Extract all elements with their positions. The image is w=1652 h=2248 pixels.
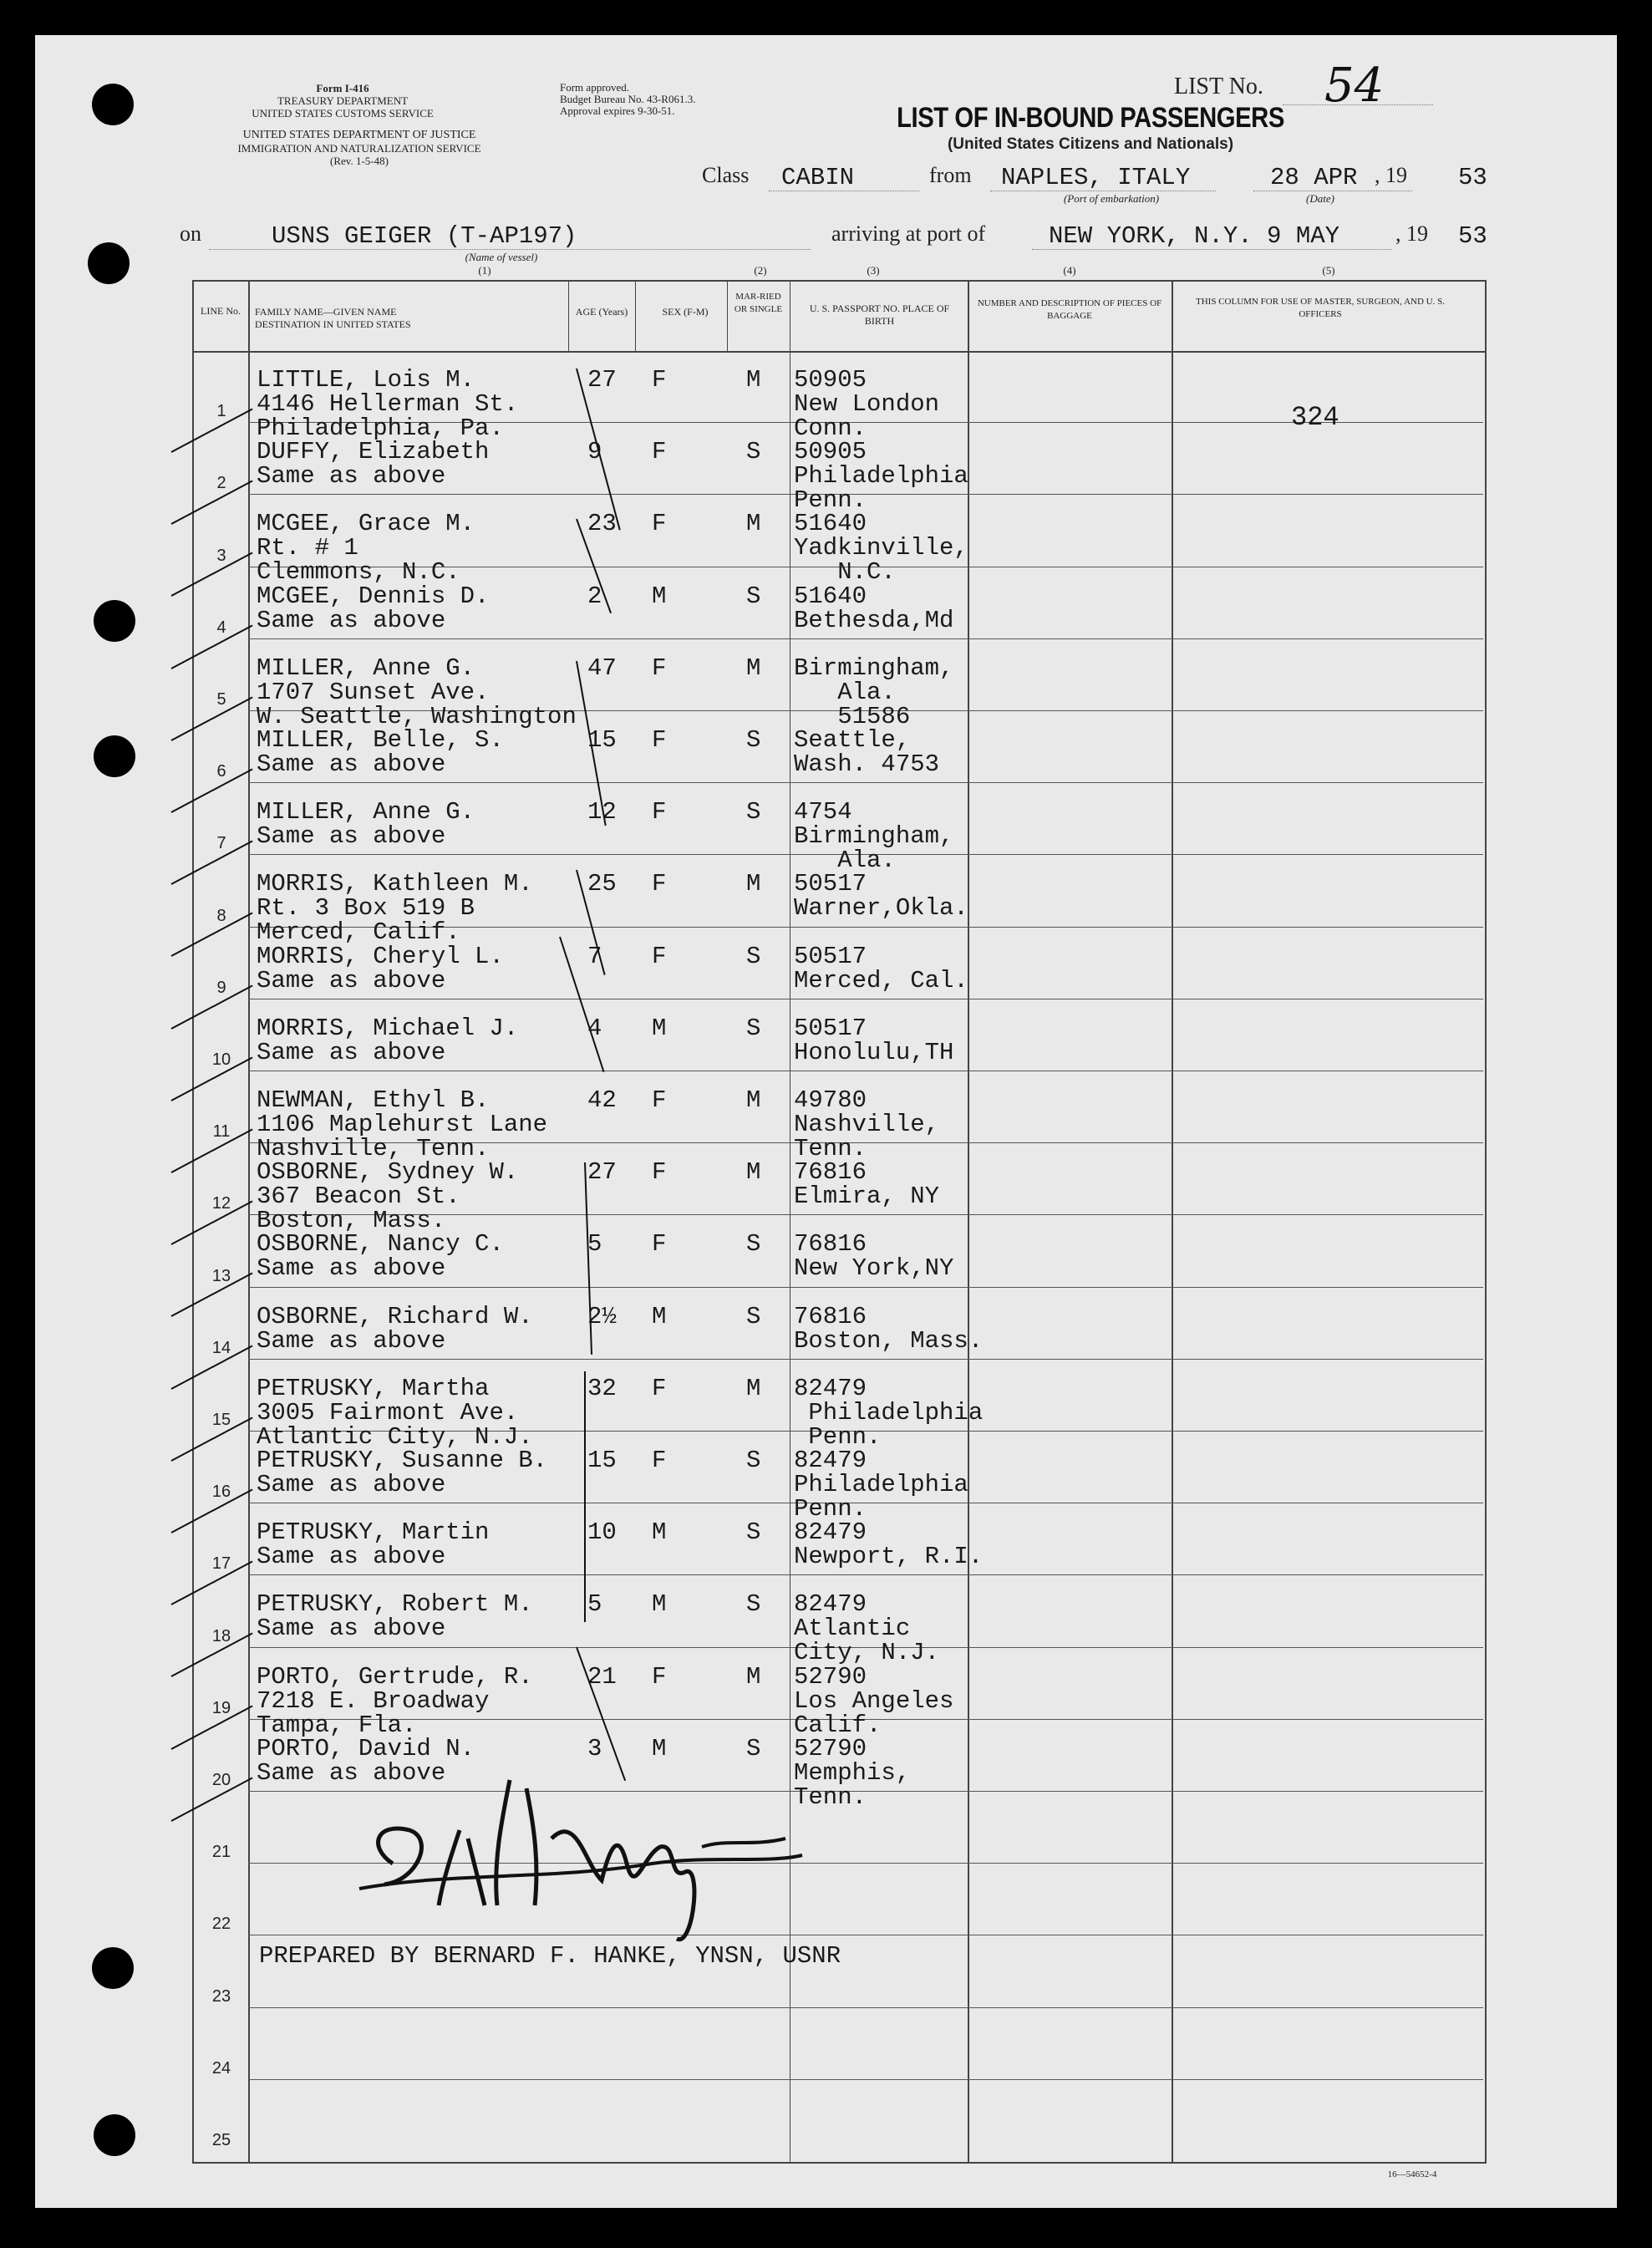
line-number: 7 <box>216 834 226 853</box>
passenger-status: M <box>746 1374 761 1402</box>
passenger-status: M <box>746 1662 761 1691</box>
passenger-status: M <box>746 1158 761 1187</box>
arrival-year-prefix: , 19 <box>1395 221 1428 246</box>
passenger-name: MCGEE, Grace M. <box>257 510 475 538</box>
passenger-address: 367 Beacon St. Boston, Mass. <box>257 1182 460 1235</box>
passenger-address: 4146 Hellerman St. Philadelphia, Pa. <box>257 390 519 442</box>
col-number: (3) <box>867 264 880 277</box>
line-number: 3 <box>216 546 226 565</box>
col-header-sex: SEX (F-M) <box>662 306 709 318</box>
year-value: 53 <box>1458 164 1487 191</box>
passenger-sex: M <box>652 1734 667 1762</box>
passenger-status: S <box>746 438 761 466</box>
date-value: 28 APR <box>1270 164 1358 191</box>
col-header-age: AGE (Years) <box>575 306 628 318</box>
binder-hole <box>92 1947 134 1989</box>
passenger-passport: 50905 New London Conn. <box>794 366 940 442</box>
passenger-address: Same as above <box>257 1471 446 1498</box>
passenger-name: MORRIS, Kathleen M. <box>257 870 533 898</box>
passenger-name: MILLER, Belle, S. <box>257 726 504 754</box>
passenger-passport: 76816 New York,NY <box>794 1230 954 1283</box>
passenger-name: OSBORNE, Nancy C. <box>257 1230 504 1259</box>
passenger-sex: F <box>652 654 667 682</box>
passenger-name: NEWMAN, Ethyl B. <box>257 1086 490 1114</box>
passenger-sex: F <box>652 1662 667 1691</box>
passenger-sex: M <box>652 1014 667 1042</box>
passenger-passport: 82479 Atlantic City, N.J. <box>794 1590 940 1667</box>
binder-hole <box>94 2114 135 2156</box>
passenger-name: MILLER, Anne G. <box>257 798 475 826</box>
passenger-age: 23 <box>587 510 617 538</box>
passenger-status: S <box>746 582 761 610</box>
passenger-status: S <box>746 1734 761 1762</box>
line-number: 23 <box>211 1986 231 2006</box>
passenger-sex: F <box>652 1447 667 1474</box>
passenger-name: MORRIS, Cheryl L. <box>257 942 504 970</box>
passenger-status: M <box>746 366 761 394</box>
line-number: 12 <box>211 1194 231 1213</box>
row-rule <box>248 2079 1483 2080</box>
passenger-address: Same as above <box>257 822 446 851</box>
on-label: on <box>180 221 201 246</box>
passenger-age: 27 <box>587 366 617 394</box>
signature <box>334 1734 836 1956</box>
vessel-caption: (Name of vessel) <box>465 251 538 263</box>
passenger-status: S <box>746 798 761 826</box>
passenger-name: DUFFY, Elizabeth <box>257 438 490 466</box>
line-number: 6 <box>216 762 226 781</box>
row-rule <box>248 1574 1483 1575</box>
passenger-status: S <box>746 1590 761 1619</box>
passenger-sex: M <box>652 1518 667 1547</box>
passenger-address: 1106 Maplehurst Lane Nashville, Tenn. <box>257 1111 548 1162</box>
passenger-passport: 51640 Bethesda,Md <box>794 582 954 634</box>
passenger-age: 7 <box>587 942 602 970</box>
line-number: 14 <box>211 1338 231 1357</box>
passenger-name: PETRUSKY, Susanne B. <box>257 1447 548 1474</box>
line-number: 17 <box>211 1554 231 1574</box>
passenger-status: S <box>746 1302 761 1330</box>
passenger-passport: 50905 Philadelphia Penn. <box>794 438 968 515</box>
passenger-address: Same as above <box>257 1543 446 1571</box>
line-number: 8 <box>216 906 226 925</box>
passenger-address: Same as above <box>257 1758 446 1787</box>
passenger-sex: F <box>652 510 667 538</box>
line-number: 2 <box>216 474 226 493</box>
row-rule <box>248 1359 1483 1360</box>
passenger-age: 2 <box>587 582 602 610</box>
passenger-name: PETRUSKY, Martha <box>257 1374 490 1402</box>
col-header-married: MAR-RIED OR SINGLE <box>734 292 783 314</box>
from-value: NAPLES, ITALY <box>1001 164 1191 191</box>
line-number: 18 <box>211 1626 231 1645</box>
passenger-address: Same as above <box>257 606 446 634</box>
row-rule <box>248 2007 1483 2008</box>
passenger-sex: F <box>652 438 667 466</box>
list-no-value: 54 <box>1324 58 1385 113</box>
passenger-age: 4 <box>587 1014 602 1042</box>
passenger-address: Rt. # 1 Clemmons, N.C. <box>257 534 460 587</box>
passenger-name: MORRIS, Michael J. <box>257 1014 519 1042</box>
passenger-name: PORTO, David N. <box>257 1734 475 1762</box>
list-subtitle: (United States Citizens and Nationals) <box>947 135 1234 153</box>
class-label: Class <box>702 163 750 187</box>
list-no-label: LIST No. <box>1174 74 1263 99</box>
date-caption: (Date) <box>1306 192 1334 205</box>
passenger-name: MCGEE, Dennis D. <box>257 582 490 610</box>
passenger-status: S <box>746 942 761 970</box>
passenger-sex: F <box>652 1230 667 1259</box>
passenger-age: 42 <box>587 1086 617 1114</box>
embark-caption: (Port of embarkation) <box>1063 192 1160 205</box>
passenger-sex: M <box>652 582 667 610</box>
binder-hole <box>92 84 134 125</box>
passenger-sex: F <box>652 942 667 970</box>
passenger-name: PORTO, Gertrude, R. <box>257 1662 533 1691</box>
passenger-status: S <box>746 1518 761 1547</box>
passenger-passport: 82479 Philadelphia Penn. <box>794 1447 968 1523</box>
passenger-passport: 51640 Yadkinville, N.C. <box>794 510 968 587</box>
passenger-sex: F <box>652 1086 667 1114</box>
binder-hole <box>94 600 135 642</box>
passenger-passport: 49780 Nashville, Tenn. <box>794 1086 940 1162</box>
col-header-baggage: NUMBER AND DESCRIPTION OF PIECES OF BAGGAGE <box>977 298 1162 321</box>
line-number: 9 <box>216 978 226 997</box>
passenger-passport: Seattle, Wash. 4753 <box>794 726 940 778</box>
passenger-passport: 52790 Los Angeles Calif. <box>794 1662 954 1739</box>
passenger-address: 3005 Fairmont Ave. Atlantic City, N.J. <box>257 1398 533 1451</box>
col-header-passport: U. S. PASSPORT NO. PLACE OF BIRTH <box>809 303 950 327</box>
col-header-name: FAMILY NAME—GIVEN NAME DESTINATION IN UNITED STATES <box>255 306 411 330</box>
passenger-age: 10 <box>587 1518 617 1547</box>
officer-note: 324 <box>1291 402 1339 433</box>
prepared-by: PREPARED BY BERNARD F. HANKE, YNSN, USNR <box>259 1942 841 1970</box>
row-rule <box>248 638 1483 639</box>
passenger-name: PETRUSKY, Martin <box>257 1518 490 1547</box>
line-number: 1 <box>216 402 226 421</box>
agency-line: TREASURY DEPARTMENT <box>277 94 409 107</box>
passenger-name: MILLER, Anne G. <box>257 654 475 682</box>
col-number: (1) <box>478 264 491 277</box>
passenger-passport: 50517 Warner,Okla. <box>794 870 968 923</box>
line-number: 4 <box>216 618 226 637</box>
passenger-address: Same as above <box>257 1326 446 1355</box>
approval-line: Approval expires 9-30-51. <box>560 104 675 117</box>
line-number: 20 <box>211 1771 231 1789</box>
passenger-sex: M <box>652 1302 667 1330</box>
passenger-passport: 50517 Honolulu,TH <box>794 1014 954 1066</box>
line-number: 19 <box>211 1698 231 1717</box>
passenger-address: Same as above <box>257 1038 446 1066</box>
passenger-sex: F <box>652 1158 667 1187</box>
passenger-name: LITTLE, Lois M. <box>257 366 475 394</box>
passenger-status: S <box>746 1014 761 1042</box>
passenger-passport: 50517 Merced, Cal. <box>794 942 968 994</box>
passenger-status: M <box>746 654 761 682</box>
line-number: 10 <box>211 1050 231 1069</box>
passenger-age: 15 <box>587 1447 617 1474</box>
passenger-sex: F <box>652 366 667 394</box>
passenger-passport: 76816 Elmira, NY <box>794 1158 940 1211</box>
form-number: Form I-416 <box>316 82 369 94</box>
col-number: (4) <box>1063 264 1076 277</box>
passenger-address: 1707 Sunset Ave. W. Seattle, Washington <box>257 678 577 730</box>
passenger-status: M <box>746 1086 761 1114</box>
arrival-value: NEW YORK, N.Y. 9 MAY <box>1049 222 1340 250</box>
passenger-passport: 4754 Birmingham, Ala. <box>794 798 954 875</box>
passenger-address: Rt. 3 Box 519 B Merced, Calif. <box>257 894 475 947</box>
passenger-name: OSBORNE, Richard W. <box>257 1302 533 1330</box>
footer-code: 16—54652-4 <box>1387 2169 1437 2179</box>
line-number: 15 <box>211 1411 231 1429</box>
passenger-address: Same as above <box>257 750 446 778</box>
passenger-age: 2½ <box>587 1302 617 1330</box>
from-label: from <box>929 163 972 187</box>
col-number: (5) <box>1322 264 1335 277</box>
arrival-year: 53 <box>1458 222 1487 250</box>
passenger-status: S <box>746 1447 761 1474</box>
passenger-passport: 82479 Philadelphia Penn. <box>794 1374 984 1451</box>
passenger-name: PETRUSKY, Robert M. <box>257 1590 533 1619</box>
passenger-sex: F <box>652 726 667 754</box>
passenger-status: S <box>746 726 761 754</box>
line-number: 24 <box>211 2058 231 2078</box>
line-number: 5 <box>216 690 226 709</box>
dept-line: UNITED STATES DEPARTMENT OF JUSTICE <box>242 129 476 141</box>
passenger-address: Same as above <box>257 1254 446 1283</box>
passenger-age: 21 <box>587 1662 617 1691</box>
vessel-value: USNS GEIGER (T-AP197) <box>272 222 577 250</box>
passenger-passport: 52790 Memphis, Tenn. <box>794 1734 911 1811</box>
passenger-age: 12 <box>587 798 617 826</box>
passenger-sex: M <box>652 1590 667 1619</box>
row-rule <box>248 782 1483 783</box>
list-title: LIST OF IN-BOUND PASSENGERS <box>897 102 1284 134</box>
passenger-address: Same as above <box>257 966 446 994</box>
binder-hole <box>94 735 135 777</box>
passenger-address: Same as above <box>257 1615 446 1643</box>
passenger-sex: F <box>652 798 667 826</box>
passenger-address: Same as above <box>257 462 446 491</box>
approval-line: Budget Bureau No. 43-R061.3. <box>560 93 696 105</box>
line-number: 13 <box>211 1266 231 1285</box>
dept-line: (Rev. 1-5-48) <box>330 155 389 167</box>
agency-line: UNITED STATES CUSTOMS SERVICE <box>252 107 434 120</box>
passenger-address: 7218 E. Broadway Tampa, Fla. <box>257 1686 490 1739</box>
col-header-officers: THIS COLUMN FOR USE OF MASTER, SURGEON, AND U. S. OFFICERS <box>1196 297 1445 319</box>
passenger-age: 5 <box>587 1230 602 1259</box>
passenger-sex: F <box>652 870 667 898</box>
line-number: 11 <box>212 1122 231 1142</box>
passenger-status: M <box>746 510 761 538</box>
passenger-status: M <box>746 870 761 898</box>
passenger-age: 3 <box>587 1734 602 1762</box>
arriving-label: arriving at port of <box>831 221 986 246</box>
passenger-passport: 76816 Boston, Mass. <box>794 1302 984 1355</box>
class-value: CABIN <box>781 164 855 191</box>
col-number: (2) <box>754 264 767 277</box>
line-number: 22 <box>211 1915 231 1934</box>
dept-line: IMMIGRATION AND NATURALIZATION SERVICE <box>237 142 481 155</box>
passenger-age: 15 <box>587 726 617 754</box>
passenger-age: 25 <box>587 870 617 898</box>
line-number: 21 <box>211 1843 231 1862</box>
line-number: 25 <box>211 2131 231 2149</box>
passenger-sex: F <box>652 1374 667 1402</box>
passenger-age: 32 <box>587 1374 617 1402</box>
passenger-status: S <box>746 1230 761 1259</box>
passenger-passport: 82479 Newport, R.I. <box>794 1518 984 1571</box>
passenger-age: 27 <box>587 1158 617 1187</box>
passenger-name: OSBORNE, Sydney W. <box>257 1158 519 1187</box>
check-mark <box>584 1371 586 1622</box>
binder-hole <box>88 242 130 284</box>
row-rule <box>248 1287 1483 1288</box>
passenger-age: 47 <box>587 654 617 682</box>
passenger-passport: Birmingham, Ala. 51586 <box>794 654 954 730</box>
col-header-line: LINE No. <box>201 305 241 317</box>
passenger-age: 5 <box>587 1590 602 1619</box>
line-number: 16 <box>211 1483 231 1502</box>
approval-line: Form approved. <box>560 81 630 94</box>
year-prefix: , 19 <box>1375 163 1407 187</box>
passenger-age: 9 <box>587 438 602 466</box>
